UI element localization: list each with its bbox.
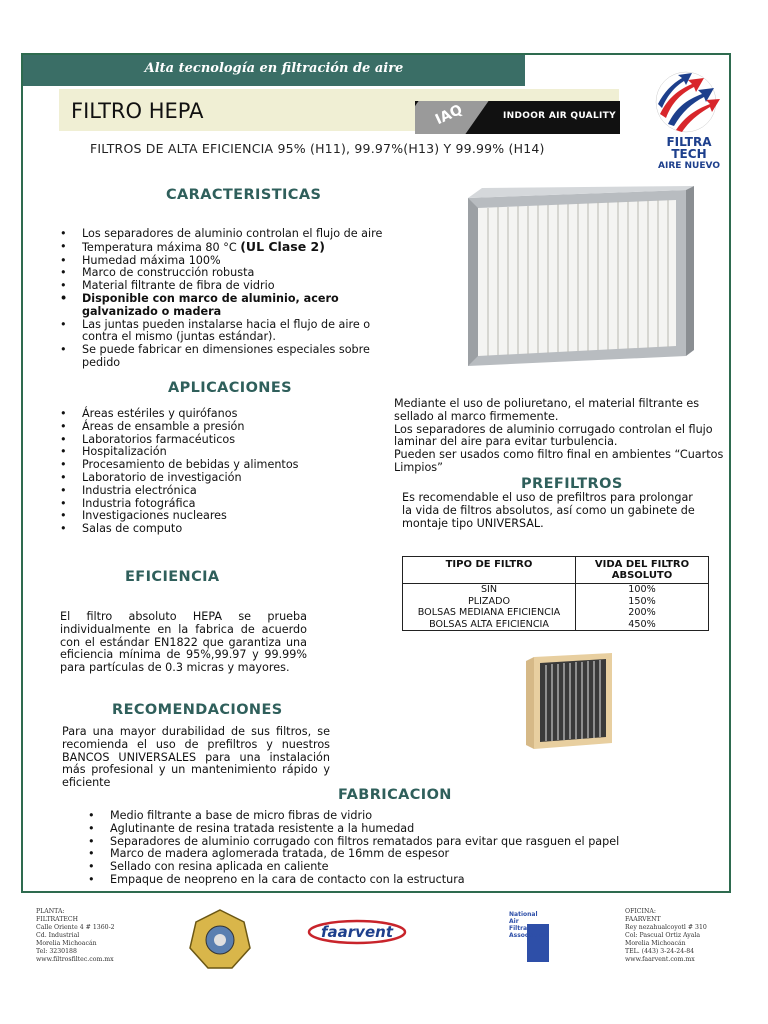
list-item: • Aglutinante de resina tratada resistente a la humedad (86, 823, 706, 836)
prefiltros-line: montaje tipo UNIVERSAL. (402, 516, 544, 530)
list-item: • Material filtrante de fibra de vidrio (58, 280, 398, 293)
description-text (394, 398, 734, 475)
list-item: • Salas de computo (58, 523, 388, 536)
prefiltros-line: la vida de filtros absolutos, así como un gabinete de (402, 503, 695, 517)
table-cell: 100% 150% 200% 450% (576, 584, 709, 631)
ul-clase: (UL Clase 2) (240, 238, 325, 254)
aplicaciones-heading: APLICACIONES (168, 380, 292, 396)
list-item: • Industria electrónica (58, 485, 388, 498)
page-title: FILTRO HEPA (71, 99, 204, 123)
hepa-filter-image (458, 186, 695, 369)
table-header: VIDA DEL FILTRO ABSOLUTO (576, 557, 709, 584)
description-line: Mediante el uso de poliuretano, el material filtrante es (394, 397, 700, 410)
table-cell: SIN PLIZADO BOLSAS MEDIANA EFICIENCIA BOLSAS ALTA EFICIENCIA (403, 584, 576, 631)
fabricacion-heading: FABRICACION (338, 787, 452, 803)
svg-text:Air: Air (509, 918, 519, 925)
footer-right: OFICINA: FAARVENT Rey nezahualcoyotl # 310 Col: Pascual Ortiz Ayala Morelia Michoacán TEL. (443) 3-24-24-84 www.faarvent.com.mx (625, 908, 707, 963)
list-item: • Medio filtrante a base de micro fibras de vidrio (86, 810, 706, 823)
prefiltros-line: Es recomendable el uso de prefiltros para prolongar (402, 491, 693, 504)
prefiltros-text (402, 492, 722, 530)
iaq-text: INDOOR AIR QUALITY (503, 111, 616, 121)
logo-line1: FILTRA (666, 135, 712, 149)
iaq-label: IAQ (432, 101, 466, 129)
table-header: TIPO DE FILTRO (403, 557, 576, 584)
list-item: • Humedad máxima 100% (58, 255, 398, 268)
footer-left: PLANTA: FILTRATECH Calle Oriente 4 # 1360-2 Cd. Industrial Morelia Michoacán Tel: 3230188 www.filtrosfiltec.com.mx (36, 908, 115, 963)
subtitle: FILTROS DE ALTA EFICIENCIA 95% (H11), 99.97%(H13) Y 99.99% (H14) (90, 141, 545, 156)
caracteristicas-list (58, 228, 398, 370)
cert-seal-icon (188, 908, 252, 970)
logo-line2: TECH (671, 147, 707, 161)
wood-frame-filter-image (524, 651, 616, 751)
description-line: Pueden ser usados como filtro final en ambientes “Cuartos (394, 448, 724, 462)
list-item: • Laboratorio de investigación (58, 472, 388, 485)
nafa-logo-icon (505, 906, 555, 964)
list-item: • Separadores de aluminio corrugado con filtros rematados para evitar que rasguen el papel (86, 836, 706, 849)
list-item: • Sellado con resina aplicada en caliente (86, 861, 706, 874)
list-item: • Áreas estériles y quirófanos (58, 408, 388, 421)
description-line: Limpios” (394, 460, 443, 474)
list-item: • Marco de madera aglomerada tratada, de 16mm de espesor (86, 848, 706, 861)
list-item: • Áreas de ensamble a presión (58, 421, 388, 434)
list-item: • Temperatura máxima 80 °C (UL Clase 2) (58, 241, 398, 255)
list-item: • Los separadores de aluminio controlan el flujo de aire (58, 228, 398, 241)
logo-text (654, 136, 724, 160)
caracteristicas-heading: CARACTERISTICAS (166, 187, 322, 203)
logo-tagline: AIRE NUEVO (658, 161, 720, 171)
svg-text:faarvent: faarvent (321, 923, 393, 941)
list-item: • Disponible con marco de aluminio, acero galvanizado o madera (58, 293, 398, 319)
list-item: • Se puede fabricar en dimensiones especiales sobre pedido (58, 344, 398, 370)
filter-life-table (402, 556, 709, 631)
description-line: laminar del aire para evitar turbulencia. (394, 435, 618, 449)
iaq-badge (415, 101, 620, 134)
list-item: • Investigaciones nucleares (58, 510, 388, 523)
list-item: • Procesamiento de bebidas y alimentos (58, 459, 388, 472)
description-line: Los separadores de aluminio corrugado controlan el flujo (394, 422, 713, 436)
svg-text:Filtration: Filtration (509, 925, 541, 932)
list-item: • Hospitalización (58, 446, 388, 459)
list-item: • Industria fotográfica (58, 498, 388, 511)
recomendaciones-text: Para una mayor durabilidad de sus filtros, se recomienda el uso de prefiltros y nuestros BANCOS UNIVERSALES para una instalación más profesional y un mantenimiento rápido y eficiente (62, 725, 330, 790)
description-line: sellado al marco firmemente. (394, 409, 559, 423)
list-item: • Las juntas pueden instalarse hacia el flujo de aire o contra el mismo (juntas estándar). (58, 319, 398, 345)
list-item: • Laboratorios farmacéuticos (58, 434, 388, 447)
recomendaciones-heading: RECOMENDACIONES (112, 702, 283, 718)
tagline: Alta tecnología en filtración de aire (144, 61, 404, 76)
eficiencia-heading: EFICIENCIA (125, 569, 220, 585)
svg-text:National: National (509, 911, 538, 918)
svg-text:Association: Association (509, 932, 548, 939)
aplicaciones-list (58, 408, 388, 536)
eficiencia-text: El filtro absoluto HEPA se prueba individualmente en la fabrica de acuerdo con el estándar EN1822 que garantiza una eficiencia mínima de 95%,99.97 y 99.99% para partículas de 0.3 micras y mayores. (60, 610, 307, 675)
list-item: • Marco de construcción robusta (58, 267, 398, 280)
list-item: • Empaque de neopreno en la cara de contacto con la estructura (86, 874, 706, 887)
tagline-banner (23, 55, 525, 86)
faarvent-logo-icon (307, 918, 407, 948)
prefiltros-heading: PREFILTROS (521, 476, 623, 492)
table-row (403, 584, 709, 631)
fabricacion-list (86, 810, 706, 887)
